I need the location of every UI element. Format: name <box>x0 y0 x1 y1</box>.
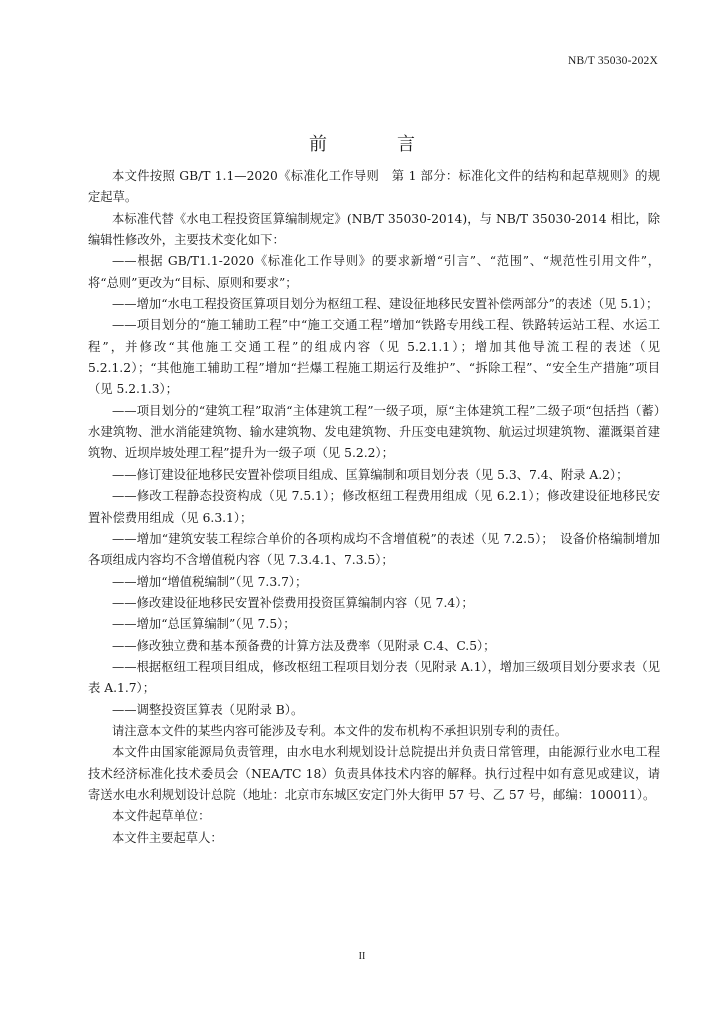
patent-notice: 请注意本文件的某些内容可能涉及专利。本文件的发布机构不承担识别专利的责任。 <box>112 723 567 738</box>
list-item: ——修改独立费和基本预备费的计算方法及费率（见附录 C.4、C.5）； <box>112 638 496 653</box>
drafting-persons: 本文件主要起草人： <box>112 830 223 845</box>
list-item: ——增加“建筑安装工程综合单价的各项构成均不含增值税”的表述（见 7.2.5）； 设备价格编制增加各项组成内容均不含增值税内容（见 7.3.4.1、7.3.5）； <box>88 531 660 568</box>
list-item: ——项目划分的“施工辅助工程”中“施工交通工程”增加“铁路专用线工程、铁路转运站工程、水运工程”，并修改“其他施工交通工程”的组成内容（见 5.2.1.1）；增加其他导流工程的表述（见 5.2.1.2）；“其他施工辅助工程”增加“拦爆工程施工期运行及维护”、“拆除工程”、“安全生产措施”项目（见 5.2.1.3）； <box>88 318 660 397</box>
list-item: ——增加“增值税编制”（见 7.3.7）； <box>112 574 308 589</box>
management-notice: 本文件由国家能源局负责管理，由水电水利规划设计总院提出并负责日常管理，由能源行业水电工程技术经济标准化技术委员会（NEA/TC 18）负责具体技术内容的解释。执行过程中如有意见或建议，请寄送水电水利规划设计总院（地址：北京市东城区安定门外大街甲 57 号、乙 57 号，邮编：100011）。 <box>88 745 660 802</box>
foreword-body <box>88 166 660 849</box>
list-item: ——根据枢纽工程项目组成，修改枢纽工程项目划分表（见附录 A.1），增加三级项目划分要求表（见表 A.1.7）； <box>88 659 660 696</box>
list-item: ——修改工程静态投资构成（见 7.5.1）；修改枢纽工程费用组成（见 6.2.1）；修改建设征地移民安置补偿费用组成（见 6.3.1）； <box>88 489 660 525</box>
paragraph: 本文件按照 GB/T 1.1—2020《标准化工作导则 第 1 部分：标准化文件的结构和起草规则》的规定起草。 <box>88 169 660 205</box>
paragraph: 本标准代替《水电工程投资匡算编制规定》(NB/T 35030-2014)，与 NB/T 35030-2014 相比，除编辑性修改外，主要技术变化如下： <box>88 211 660 248</box>
list-item: ——修订建设征地移民安置补偿项目组成、匡算编制和项目划分表（见 5.3、7.4、附录 A.2）； <box>112 467 629 482</box>
list-item: ——修改建设征地移民安置补偿费用投资匡算编制内容（见 7.4）； <box>112 595 474 610</box>
standard-code-header: NB/T 35030-202X <box>568 55 658 67</box>
drafting-organization: 本文件起草单位： <box>112 809 211 824</box>
list-item: ——增加“水电工程投资匡算项目划分为枢纽工程、建设征地移民安置补偿两部分”的表述（见 5.1）； <box>112 297 659 312</box>
page-number: II <box>358 951 366 962</box>
list-item: ——增加“总匡算编制”（见 7.5）； <box>112 617 296 632</box>
page-title: 前 言 <box>309 134 441 155</box>
list-item: ——项目划分的“建筑工程”取消“主体建筑工程”一级子项，原“主体建筑工程”二级子项“包括挡（蓄）水建筑物、泄水消能建筑物、输水建筑物、发电建筑物、升压变电建筑物、航运过坝建筑物、灌溉渠首建筑物、近坝岸坡处理工程”提升为一级子项（见 5.2.2）； <box>88 403 660 461</box>
list-item: ——根据 GB/T1.1-2020《标准化工作导则》的要求新增“引言”、“范围”、“规范性引用文件”，将“总则”更改为“目标、原则和要求”； <box>88 254 660 290</box>
list-item: ——调整投资匡算表（见附录 B）。 <box>112 702 304 717</box>
